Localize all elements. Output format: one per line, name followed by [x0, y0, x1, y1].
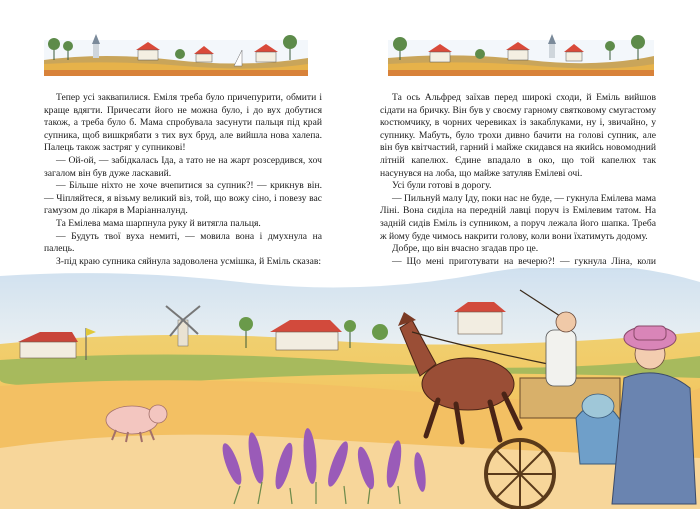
paragraph: Добре, що він вчасно згадав про це. [392, 243, 539, 255]
paragraph: — Будуть твої вуха немиті, — мовила вона і дмухнула на палець. [44, 230, 322, 255]
right-vignette-illustration [388, 30, 654, 82]
right-text-column [380, 92, 656, 281]
left-text-column [44, 92, 322, 281]
paragraph: Усі були готові в дорогу. [392, 180, 492, 192]
paragraph: Та ось Альфред заїхав перед широкі сходи, й Еміль вийшов сідати на бричку. Він був у своєму гарному святковому смугастому костюмчику, в чорних черевиках із закаблуками, ну і, звичайно, у супнику. Мабуть, було трохи дивно бачити на голові супник, але він був квітчастий, гарний і майже скидався на якийсь новомодний літній капелюх. Єдине впадало в око, що той капелюх так насунувся на лоба, що майже затуляв Емілеві очі. [380, 92, 656, 179]
emil-figure [576, 394, 620, 464]
paragraph: — Що мені приготувати на вечерю?! — гукнула Ліна, коли [392, 255, 656, 267]
left-vignette-illustration [44, 30, 308, 82]
paragraph: — Пильнуй малу Іду, поки нас не буде, — гукнула Емілева мама Ліні. Вона сиділа на передній лавці поруч із Емілевим татом. На задній сидів Еміль із супником, а поруч лежала його шапка. Треба ж йому буде чимось накрити голову, коли вони їхатимуть додому. [380, 192, 656, 242]
paragraph: Тепер усі заквапилися. Еміля треба було причепурити, обмити і краще вдягти. Причесати його не можна було, і до вух добутися також, а треба було б. Мама спробувала засунути пальця під край супника, щоб вишкрябати з тих вух бруд, але вийшла нова халепа. Палець також застряг у супникові! [44, 92, 322, 154]
countryside-carriage-illustration [0, 268, 700, 509]
paragraph: — Ой-ой, — забідкалась Іда, а тато не на жарт розсердився, хоч загалом він був дуже ласкавий. [44, 154, 322, 179]
paragraph: — Більше ніхто не хоче вчепитися за супник?! — крикнув він. — Чіпляйтеся, я візьму великий віз, той, що вожу сіно, і повезу вас гамузом до лікаря в Маріанналунд. [44, 180, 322, 217]
paragraph: Та Емілева мама шарпнула руку й витягла пальця. [56, 217, 261, 229]
paragraph: З-під краю супника сяйнула задоволена усмішка, й Еміль сказав: [56, 255, 322, 267]
farmhouse-right [454, 302, 506, 334]
